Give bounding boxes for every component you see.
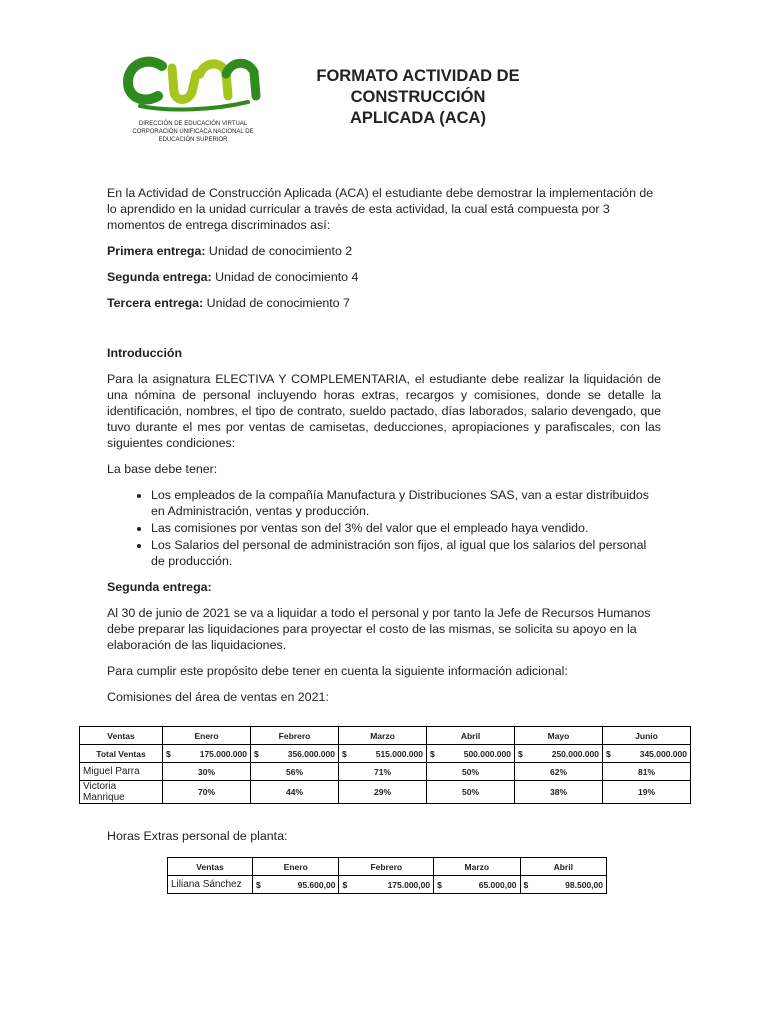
base-text: La base debe tener: [107,462,218,476]
table-row: Liliana Sánchez $ 95.600,00 $ 175.000,00 $ 65.000,00 $ 98.500,00 [168,876,607,894]
list-item: • Los empleados de la compañía Manufactura y Distribuciones SAS, van a estar distribuidos en Administración, ventas y producción. [151,487,661,519]
list-item: • Las comisiones por ventas son del 3% del valor que el empleado haya vendido. [151,520,661,536]
table-row: Total Ventas $ 175.000.000 $ 356.000.000 $ 515.000.000 $ 500.000.000 $ 250.000.000 $ 345.000.000 [80,745,691,763]
table-header-row: Ventas Enero Febrero Marzo Abril Mayo Junio [80,727,691,745]
comisiones-table [79,726,691,804]
segunda-text: Al 30 de junio de 2021 se va a liquidar a todo el personal y por tanto la Jefe de Recursos Humanos debe preparar las liquidaciones para proyectar el costo de las mismas, se solicita su apoyo en la elaboración de las liquidaciones. [107,606,651,652]
segunda-heading: Segunda entrega: [107,580,212,594]
table-row: Miguel Parra 30% 56% 71% 50% 62% 81% [80,763,691,781]
horas-extras-table [167,857,607,894]
introduccion-text: Para la asignatura ELECTIVA Y COMPLEMENTARIA, el estudiante debe realizar la liquidación de una nómina de personal incluyendo horas extras, recargos y comisiones, donde se detalle la identificación, nombres, el tipo de contrato, sueldo pactado, días laborados, salario devengado, que tuvo durante el mes por ventas de camisetas, deducciones, apropiaciones y parafiscales, con las siguientes condiciones: [107,372,661,450]
conditions-list [107,487,661,569]
comisiones-caption: Comisiones del área de ventas en 2021: [107,690,329,704]
document-body [107,185,661,715]
delivery-1: Primera entrega: Unidad de conocimiento 2 [107,244,353,258]
table-row: Victoria Manrique 70% 44% 29% 50% 38% 19% [80,781,691,804]
intro-paragraph: En la Actividad de Construcción Aplicada (ACA) el estudiante debe demostrar la implementación de lo aprendido en la unidad curricular a través de esta actividad, la cual está compuesta por 3 momentos de entrega discriminados así: [107,186,654,232]
proposito-text: Para cumplir este propósito debe tener en cuenta la siguiente información adicional: [107,664,568,678]
delivery-2: Segunda entrega: Unidad de conocimiento 4 [107,270,359,284]
list-item: • Los Salarios del personal de administración son fijos, al igual que los salarios del personal de producción. [151,537,661,569]
delivery-3: Tercera entrega: Unidad de conocimiento 7 [107,296,350,310]
logo-subtitle: DIRECCIÓN DE EDUCACIÓN VIRTUAL CORPORACIÓN UNIFICACA NACIONAL DE EDUCACIÓN SUPERIOR [132,121,254,143]
cun-logo-icon [122,52,264,114]
page-title: FORMATO ACTIVIDAD DE CONSTRUCCIÓN APLICADA (ACA) [316,67,520,127]
table-header-row: Ventas Enero Febrero Marzo Abril [168,858,607,876]
introduccion-heading: Introducción [107,346,183,360]
logo [118,52,268,147]
horas-caption: Horas Extras personal de planta: [107,829,288,843]
